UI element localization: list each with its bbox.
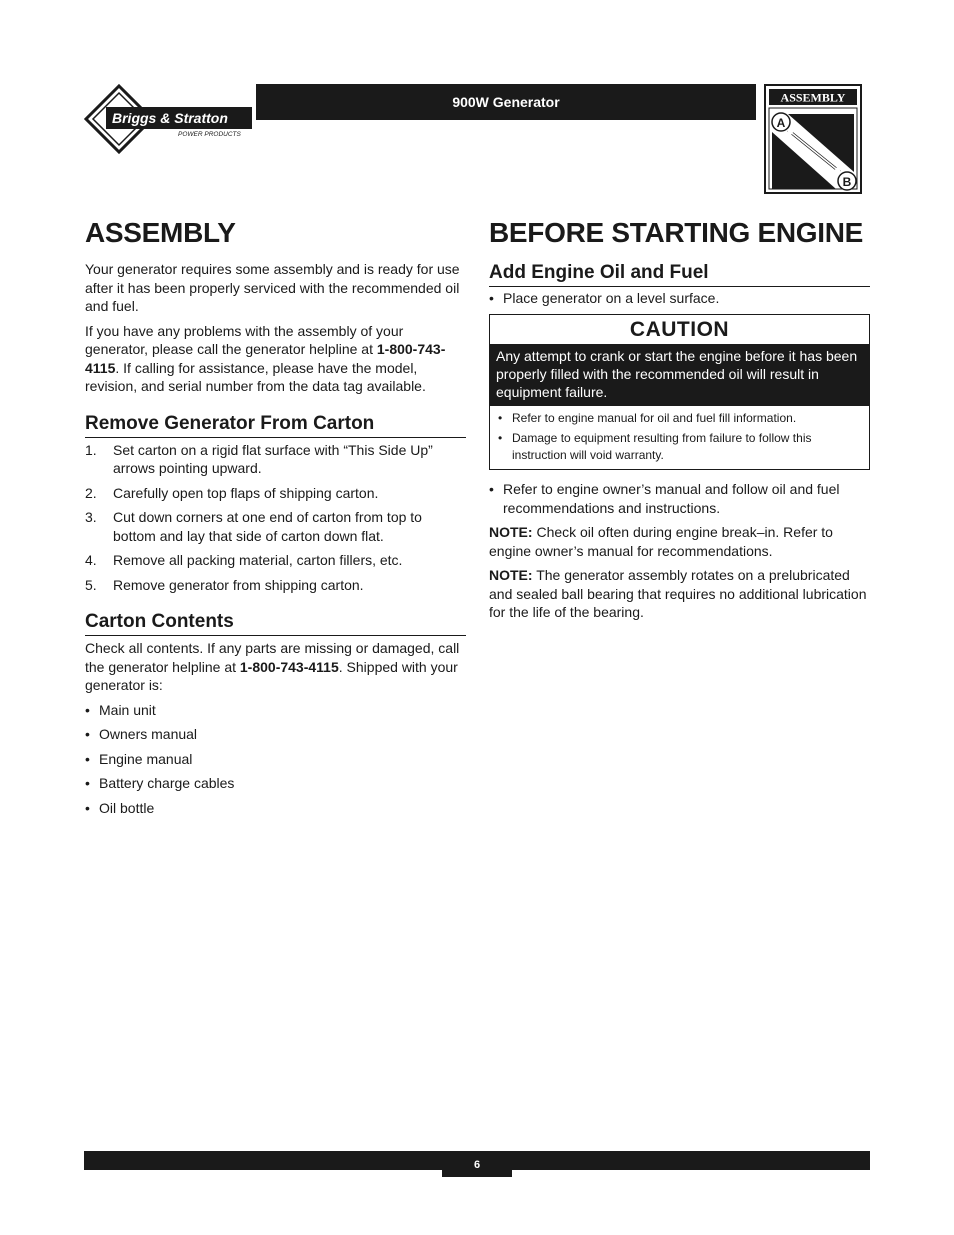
header-title: 900W Generator bbox=[452, 94, 560, 110]
remove-steps-list bbox=[85, 441, 466, 595]
list-item: 3. Cut down corners at one end of carton from top to bottom and lay that side of carton down flat. bbox=[85, 509, 422, 544]
assembly-intro-1: Your generator requires some assembly and is ready for use after it has been properly serviced with the recommended oil and fuel. bbox=[85, 261, 460, 314]
list-item: • Main unit bbox=[85, 701, 156, 718]
add-oil-heading: Add Engine Oil and Fuel bbox=[489, 261, 870, 287]
list-item: 4. Remove all packing material, carton fillers, etc. bbox=[85, 552, 403, 568]
list-item: 5. Remove generator from shipping carton. bbox=[85, 576, 364, 593]
caution-warning: Any attempt to crank or start the engine before it has been properly filled with the recommended oil will result in equipment failure. bbox=[490, 344, 869, 406]
list-item: • Oil bottle bbox=[85, 799, 155, 816]
page-number-tab bbox=[442, 1151, 512, 1177]
list-item: 1. Set carton on a rigid flat surface with “This Side Up” arrows pointing upward. bbox=[85, 441, 433, 476]
list-item: • Engine manual bbox=[85, 750, 193, 767]
list-item: • Damage to equipment resulting from failure to follow this instruction will void warranty. bbox=[498, 431, 812, 462]
logo-sub-text: POWER PRODUCTS bbox=[178, 131, 241, 138]
carton-contents-intro: Check all contents. If any parts are missing or damaged, call the generator helpline at 1-800-743-4115. Shipped with your generator is: bbox=[85, 640, 460, 693]
point-a-label: A bbox=[776, 116, 786, 130]
caution-title: CAUTION bbox=[629, 317, 730, 341]
before-starting-title: BEFORE STARTING ENGINE bbox=[489, 217, 864, 248]
list-item: • Owners manual bbox=[85, 726, 198, 742]
assembly-column bbox=[85, 215, 466, 817]
carton-contents-heading: Carton Contents bbox=[85, 610, 466, 636]
assembly-icon-label: ASSEMBLY bbox=[780, 90, 846, 105]
helpline-phone: 1-800-743-4115 bbox=[85, 341, 446, 376]
list-item: 2. Carefully open top flaps of shipping carton. bbox=[85, 484, 379, 501]
list-item: • Refer to engine owner’s manual and follow oil and fuel recommendations and instructions. bbox=[489, 481, 840, 516]
point-b-label: B bbox=[842, 175, 852, 189]
before-starting-column bbox=[489, 215, 870, 622]
list-item: • Battery charge cables bbox=[85, 775, 235, 791]
caution-box bbox=[489, 314, 870, 471]
assembly-diagram-icon bbox=[766, 86, 860, 192]
caution-list bbox=[490, 406, 869, 470]
brand-logo bbox=[84, 84, 254, 154]
list-item: • Place generator on a level surface. bbox=[489, 290, 720, 306]
assembly-section-icon bbox=[764, 84, 862, 194]
logo-brand-text: Briggs & Stratton bbox=[112, 110, 228, 126]
assembly-intro-2: If you have any problems with the assembly of your generator, please call the generator helpline at 1-800-743-4115. If calling for assistance, please have the model, revision, and serial number from the data tag available. bbox=[85, 322, 446, 394]
carton-contents-list bbox=[85, 701, 466, 818]
header-title-bar bbox=[256, 84, 756, 120]
assembly-title: ASSEMBLY bbox=[85, 217, 236, 248]
logo-diamond-icon bbox=[84, 84, 254, 154]
remove-carton-heading: Remove Generator From Carton bbox=[85, 412, 466, 438]
page-number: 6 bbox=[473, 1159, 481, 1171]
list-item: • Refer to engine manual for oil and fuel fill information. bbox=[498, 410, 797, 425]
note-break-in: NOTE: Check oil often during engine break–in. Refer to engine owner’s manual for recommendations. bbox=[489, 524, 833, 559]
note-bearing: NOTE: The generator assembly rotates on a prelubricated and sealed ball bearing that requires no additional lubrication for the life of the bearing. bbox=[489, 567, 867, 620]
helpline-phone: 1-800-743-4115 bbox=[239, 658, 339, 675]
